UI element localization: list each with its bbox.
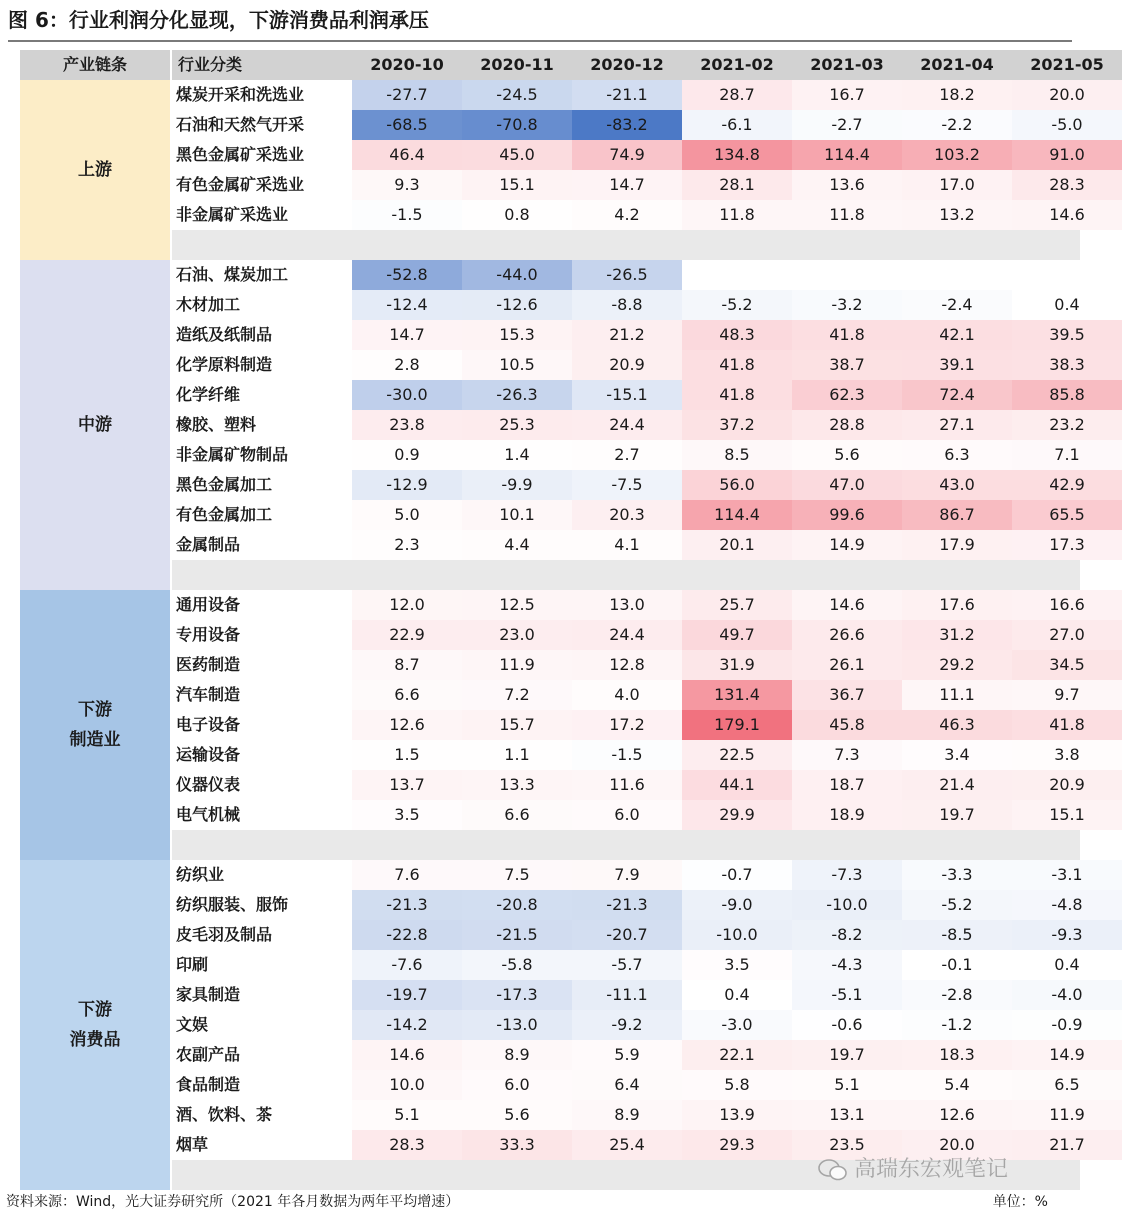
data-cell: 13.0 (572, 590, 682, 620)
data-cell: 18.2 (902, 80, 1012, 110)
data-cell (1012, 260, 1122, 290)
row-label: 家具制造 (176, 985, 241, 1004)
data-cell: 20.9 (572, 350, 682, 380)
data-cell: 114.4 (792, 140, 902, 170)
data-cell: 29.2 (902, 650, 1012, 680)
data-cell: -1.5 (352, 200, 462, 230)
data-cell: 14.6 (352, 1040, 462, 1070)
row-label: 纺织业 (176, 865, 225, 884)
data-cell: -3.1 (1012, 860, 1122, 890)
row-label: 酒、饮料、茶 (176, 1105, 273, 1124)
data-cell: 14.7 (352, 320, 462, 350)
data-cell: -70.8 (462, 110, 572, 140)
data-cell: 28.7 (682, 80, 792, 110)
data-cell: 0.9 (352, 440, 462, 470)
data-cell: 5.1 (352, 1100, 462, 1130)
data-cell: 33.3 (462, 1130, 572, 1160)
data-cell: 7.3 (792, 740, 902, 770)
data-cell: 134.8 (682, 140, 792, 170)
data-cell: -12.6 (462, 290, 572, 320)
data-cell: 5.6 (792, 440, 902, 470)
data-cell: 31.2 (902, 620, 1012, 650)
group-label-line: 上游 (78, 160, 112, 180)
heatmap-table (20, 50, 1104, 1190)
data-cell: 15.7 (462, 710, 572, 740)
column-header: 2021-02 (682, 50, 792, 80)
data-cell: 44.1 (682, 770, 792, 800)
data-cell: 47.0 (792, 470, 902, 500)
data-cell: -24.5 (462, 80, 572, 110)
data-cell: -4.8 (1012, 890, 1122, 920)
data-cell: -7.3 (792, 860, 902, 890)
data-cell: 74.9 (572, 140, 682, 170)
data-cell: 11.9 (1012, 1100, 1122, 1130)
data-cell: -21.1 (572, 80, 682, 110)
data-cell: -7.6 (352, 950, 462, 980)
data-cell: 91.0 (1012, 140, 1122, 170)
data-cell: -9.0 (682, 890, 792, 920)
data-cell: -83.2 (572, 110, 682, 140)
data-cell: 25.3 (462, 410, 572, 440)
data-cell: 6.3 (902, 440, 1012, 470)
row-label: 运输设备 (176, 745, 241, 764)
data-cell: 28.1 (682, 170, 792, 200)
data-cell: -13.0 (462, 1010, 572, 1040)
data-cell: -20.8 (462, 890, 572, 920)
data-cell: -20.7 (572, 920, 682, 950)
row-label: 仪器仪表 (176, 775, 241, 794)
data-cell: -0.6 (792, 1010, 902, 1040)
data-cell: -22.8 (352, 920, 462, 950)
data-cell: 65.5 (1012, 500, 1122, 530)
data-cell: -21.5 (462, 920, 572, 950)
data-cell: 0.4 (1012, 950, 1122, 980)
group-label (20, 860, 170, 1190)
data-cell: 10.5 (462, 350, 572, 380)
watermark (818, 1152, 1008, 1183)
row-label: 石油、煤炭加工 (176, 265, 289, 284)
data-cell: -68.5 (352, 110, 462, 140)
data-cell: -5.7 (572, 950, 682, 980)
data-cell: 12.8 (572, 650, 682, 680)
data-cell: 21.7 (1012, 1130, 1122, 1160)
row-label: 有色金属矿采选业 (176, 175, 305, 194)
data-cell: 22.5 (682, 740, 792, 770)
data-cell: 1.5 (352, 740, 462, 770)
data-cell: 85.8 (1012, 380, 1122, 410)
data-cell: -15.1 (572, 380, 682, 410)
row-label: 电气机械 (176, 805, 241, 824)
data-cell: 13.3 (462, 770, 572, 800)
group-label-line: 下游 (78, 1000, 112, 1020)
group-separator (172, 560, 1080, 590)
data-cell: 28.3 (1012, 170, 1122, 200)
data-cell: 49.7 (682, 620, 792, 650)
data-cell: 10.1 (462, 500, 572, 530)
row-label: 黑色金属矿采选业 (176, 145, 305, 164)
data-cell: 23.8 (352, 410, 462, 440)
data-cell: -21.3 (352, 890, 462, 920)
data-cell: 16.7 (792, 80, 902, 110)
data-cell: 6.0 (462, 1070, 572, 1100)
row-label: 有色金属加工 (176, 505, 273, 524)
data-cell (682, 260, 792, 290)
title-rule (8, 40, 1072, 42)
group-label-line: 制造业 (69, 730, 121, 750)
data-cell: 27.0 (1012, 620, 1122, 650)
data-cell: 20.3 (572, 500, 682, 530)
data-cell: 41.8 (682, 380, 792, 410)
data-cell: 27.1 (902, 410, 1012, 440)
data-cell: 13.7 (352, 770, 462, 800)
data-cell: -7.5 (572, 470, 682, 500)
row-label: 纺织服装、服饰 (176, 895, 289, 914)
data-cell: 17.6 (902, 590, 1012, 620)
data-cell: 11.9 (462, 650, 572, 680)
data-cell: 23.2 (1012, 410, 1122, 440)
data-cell: 24.4 (572, 410, 682, 440)
data-cell: 114.4 (682, 500, 792, 530)
data-cell: 16.6 (1012, 590, 1122, 620)
source-note: 资料来源：Wind，光大证券研究所（2021 年各月数据为两年平均增速） (6, 1194, 460, 1210)
data-cell: 46.4 (352, 140, 462, 170)
data-cell: 14.9 (1012, 1040, 1122, 1070)
data-cell: 22.9 (352, 620, 462, 650)
data-cell: 7.1 (1012, 440, 1122, 470)
data-cell: 29.3 (682, 1130, 792, 1160)
group-label-line: 下游 (78, 700, 112, 720)
data-cell: 45.8 (792, 710, 902, 740)
data-cell: 4.4 (462, 530, 572, 560)
data-cell: 3.5 (352, 800, 462, 830)
data-cell: 41.8 (1012, 710, 1122, 740)
data-cell: -14.2 (352, 1010, 462, 1040)
row-label: 农副产品 (176, 1045, 241, 1064)
data-cell: 46.3 (902, 710, 1012, 740)
data-cell: -5.0 (1012, 110, 1122, 140)
row-label: 印刷 (176, 955, 209, 974)
data-cell: 56.0 (682, 470, 792, 500)
data-cell: -3.0 (682, 1010, 792, 1040)
row-label: 煤炭开采和洗选业 (176, 85, 305, 104)
data-cell: 14.9 (792, 530, 902, 560)
data-cell: -12.4 (352, 290, 462, 320)
data-cell: -0.7 (682, 860, 792, 890)
unit-note: 单位：% (992, 1194, 1048, 1210)
row-label: 非金属矿采选业 (176, 205, 289, 224)
data-cell: 5.0 (352, 500, 462, 530)
data-cell: 7.2 (462, 680, 572, 710)
column-header: 产业链条 (20, 50, 170, 80)
data-cell: 2.8 (352, 350, 462, 380)
data-cell: 41.8 (792, 320, 902, 350)
data-cell: 9.7 (1012, 680, 1122, 710)
data-cell: -3.3 (902, 860, 1012, 890)
data-cell: -17.3 (462, 980, 572, 1010)
data-cell: 4.2 (572, 200, 682, 230)
data-cell: 2.3 (352, 530, 462, 560)
data-cell: 6.4 (572, 1070, 682, 1100)
data-cell: -0.9 (1012, 1010, 1122, 1040)
data-cell: 25.7 (682, 590, 792, 620)
data-cell: 99.6 (792, 500, 902, 530)
data-cell: -8.8 (572, 290, 682, 320)
column-header: 2021-05 (1012, 50, 1122, 80)
data-cell: 17.9 (902, 530, 1012, 560)
data-cell: 21.4 (902, 770, 1012, 800)
data-cell: 25.4 (572, 1130, 682, 1160)
data-cell: 15.3 (462, 320, 572, 350)
data-cell: 18.7 (792, 770, 902, 800)
row-label: 橡胶、塑料 (176, 415, 257, 434)
data-cell: 31.9 (682, 650, 792, 680)
data-cell: -52.8 (352, 260, 462, 290)
data-cell: 15.1 (1012, 800, 1122, 830)
chart-title: 图 6：行业利润分化显现，下游消费品利润承压 (8, 8, 429, 32)
group-label (20, 80, 170, 260)
wechat-icon (818, 1158, 848, 1182)
data-cell: -44.0 (462, 260, 572, 290)
data-cell: -5.8 (462, 950, 572, 980)
data-cell: 12.5 (462, 590, 572, 620)
data-cell: 20.0 (1012, 80, 1122, 110)
data-cell: 41.8 (682, 350, 792, 380)
data-cell: -2.7 (792, 110, 902, 140)
column-header: 行业分类 (172, 50, 352, 80)
data-cell: -8.5 (902, 920, 1012, 950)
data-cell: 39.5 (1012, 320, 1122, 350)
data-cell: 34.5 (1012, 650, 1122, 680)
data-cell: -5.2 (682, 290, 792, 320)
column-header: 2020-10 (352, 50, 462, 80)
watermark-text: 高瑞东宏观笔记 (854, 1157, 1009, 1182)
data-cell: 0.4 (682, 980, 792, 1010)
data-cell: 7.6 (352, 860, 462, 890)
data-cell: -2.8 (902, 980, 1012, 1010)
data-cell: -2.4 (902, 290, 1012, 320)
data-cell: 0.8 (462, 200, 572, 230)
group-label-line: 消费品 (69, 1030, 121, 1050)
data-cell: 26.1 (792, 650, 902, 680)
data-cell: 12.6 (352, 710, 462, 740)
group-label (20, 260, 170, 590)
data-cell: 23.5 (792, 1130, 902, 1160)
data-cell: 38.3 (1012, 350, 1122, 380)
data-cell (792, 260, 902, 290)
data-cell: -5.2 (902, 890, 1012, 920)
data-cell: 21.2 (572, 320, 682, 350)
row-label: 医药制造 (176, 655, 241, 674)
data-cell (902, 260, 1012, 290)
data-cell: 37.2 (682, 410, 792, 440)
data-cell: 4.1 (572, 530, 682, 560)
row-label: 专用设备 (176, 625, 241, 644)
data-cell: 131.4 (682, 680, 792, 710)
column-header: 2021-03 (792, 50, 902, 80)
data-cell: 13.1 (792, 1100, 902, 1130)
row-label: 化学原料制造 (176, 355, 273, 374)
data-cell: 11.1 (902, 680, 1012, 710)
group-separator (172, 230, 1080, 260)
data-cell: 24.4 (572, 620, 682, 650)
data-cell: -3.2 (792, 290, 902, 320)
data-cell: 11.8 (792, 200, 902, 230)
column-header: 2020-12 (572, 50, 682, 80)
data-cell: -10.0 (792, 890, 902, 920)
row-label: 木材加工 (176, 295, 241, 314)
data-cell: 8.9 (572, 1100, 682, 1130)
row-label: 汽车制造 (176, 685, 241, 704)
data-cell: 18.9 (792, 800, 902, 830)
data-cell: 5.8 (682, 1070, 792, 1100)
data-cell: -1.2 (902, 1010, 1012, 1040)
data-cell: -4.0 (1012, 980, 1122, 1010)
data-cell: -26.5 (572, 260, 682, 290)
data-cell: 6.6 (352, 680, 462, 710)
data-cell: 36.7 (792, 680, 902, 710)
data-cell: 179.1 (682, 710, 792, 740)
group-separator (172, 830, 1080, 860)
data-cell: 14.6 (1012, 200, 1122, 230)
row-label: 金属制品 (176, 535, 241, 554)
data-cell: 18.3 (902, 1040, 1012, 1070)
data-cell: 62.3 (792, 380, 902, 410)
data-cell: -27.7 (352, 80, 462, 110)
row-label: 皮毛羽及制品 (176, 925, 273, 944)
data-cell: 10.0 (352, 1070, 462, 1100)
data-cell: 42.9 (1012, 470, 1122, 500)
data-cell: -5.1 (792, 980, 902, 1010)
data-cell: 8.7 (352, 650, 462, 680)
data-cell: 72.4 (902, 380, 1012, 410)
data-cell: -1.5 (572, 740, 682, 770)
data-cell: -11.1 (572, 980, 682, 1010)
row-label: 造纸及纸制品 (176, 325, 273, 344)
row-label: 电子设备 (176, 715, 241, 734)
row-label: 石油和天然气开采 (176, 115, 305, 134)
data-cell: -4.3 (792, 950, 902, 980)
data-cell: -30.0 (352, 380, 462, 410)
data-cell: 11.6 (572, 770, 682, 800)
column-header: 2020-11 (462, 50, 572, 80)
data-cell: 13.6 (792, 170, 902, 200)
data-cell: 5.4 (902, 1070, 1012, 1100)
data-cell: 45.0 (462, 140, 572, 170)
data-cell: 3.5 (682, 950, 792, 980)
data-cell: 17.0 (902, 170, 1012, 200)
data-cell: 20.9 (1012, 770, 1122, 800)
data-cell: 17.3 (1012, 530, 1122, 560)
row-label: 食品制造 (176, 1075, 241, 1094)
data-cell: 26.6 (792, 620, 902, 650)
row-label: 非金属矿物制品 (176, 445, 289, 464)
data-cell: 14.6 (792, 590, 902, 620)
data-cell: 1.4 (462, 440, 572, 470)
data-cell: 5.6 (462, 1100, 572, 1130)
data-cell: 1.1 (462, 740, 572, 770)
data-cell: 12.0 (352, 590, 462, 620)
data-cell: 42.1 (902, 320, 1012, 350)
data-cell: 38.7 (792, 350, 902, 380)
data-cell: 11.8 (682, 200, 792, 230)
data-cell: 48.3 (682, 320, 792, 350)
data-cell: 12.6 (902, 1100, 1012, 1130)
data-cell: 28.8 (792, 410, 902, 440)
data-cell: 6.5 (1012, 1070, 1122, 1100)
data-cell: 2.7 (572, 440, 682, 470)
data-cell: 17.2 (572, 710, 682, 740)
data-cell: 14.7 (572, 170, 682, 200)
data-cell: 6.6 (462, 800, 572, 830)
data-cell: -0.1 (902, 950, 1012, 980)
data-cell: 7.9 (572, 860, 682, 890)
data-cell: 13.2 (902, 200, 1012, 230)
data-cell: 8.9 (462, 1040, 572, 1070)
row-label: 文娱 (176, 1015, 209, 1034)
data-cell: 28.3 (352, 1130, 462, 1160)
data-cell: -9.3 (1012, 920, 1122, 950)
data-cell: 20.1 (682, 530, 792, 560)
data-cell: 7.5 (462, 860, 572, 890)
row-label: 烟草 (176, 1135, 209, 1154)
row-label: 黑色金属加工 (176, 475, 273, 494)
data-cell: 3.8 (1012, 740, 1122, 770)
data-cell: 22.1 (682, 1040, 792, 1070)
data-cell: -9.2 (572, 1010, 682, 1040)
data-cell: -10.0 (682, 920, 792, 950)
data-cell: 3.4 (902, 740, 1012, 770)
data-cell: 4.0 (572, 680, 682, 710)
data-cell: 9.3 (352, 170, 462, 200)
data-cell: 8.5 (682, 440, 792, 470)
data-cell: 0.4 (1012, 290, 1122, 320)
data-cell: 29.9 (682, 800, 792, 830)
data-cell: 39.1 (902, 350, 1012, 380)
data-cell: 43.0 (902, 470, 1012, 500)
data-cell: -9.9 (462, 470, 572, 500)
row-label: 通用设备 (176, 595, 241, 614)
data-cell: -21.3 (572, 890, 682, 920)
column-header: 2021-04 (902, 50, 1012, 80)
data-cell: 13.9 (682, 1100, 792, 1130)
data-cell: 6.0 (572, 800, 682, 830)
data-cell: 23.0 (462, 620, 572, 650)
data-cell: 5.1 (792, 1070, 902, 1100)
row-label: 化学纤维 (176, 385, 241, 404)
data-cell: 19.7 (902, 800, 1012, 830)
data-cell: 103.2 (902, 140, 1012, 170)
data-cell: -26.3 (462, 380, 572, 410)
data-cell: 20.0 (902, 1130, 1012, 1160)
data-cell: 5.9 (572, 1040, 682, 1070)
data-cell: -8.2 (792, 920, 902, 950)
group-label-line: 中游 (78, 415, 112, 435)
data-cell: -12.9 (352, 470, 462, 500)
data-cell: -2.2 (902, 110, 1012, 140)
data-cell: 19.7 (792, 1040, 902, 1070)
data-cell: -19.7 (352, 980, 462, 1010)
group-label (20, 590, 170, 860)
data-cell: 15.1 (462, 170, 572, 200)
data-cell: 86.7 (902, 500, 1012, 530)
data-cell: -6.1 (682, 110, 792, 140)
